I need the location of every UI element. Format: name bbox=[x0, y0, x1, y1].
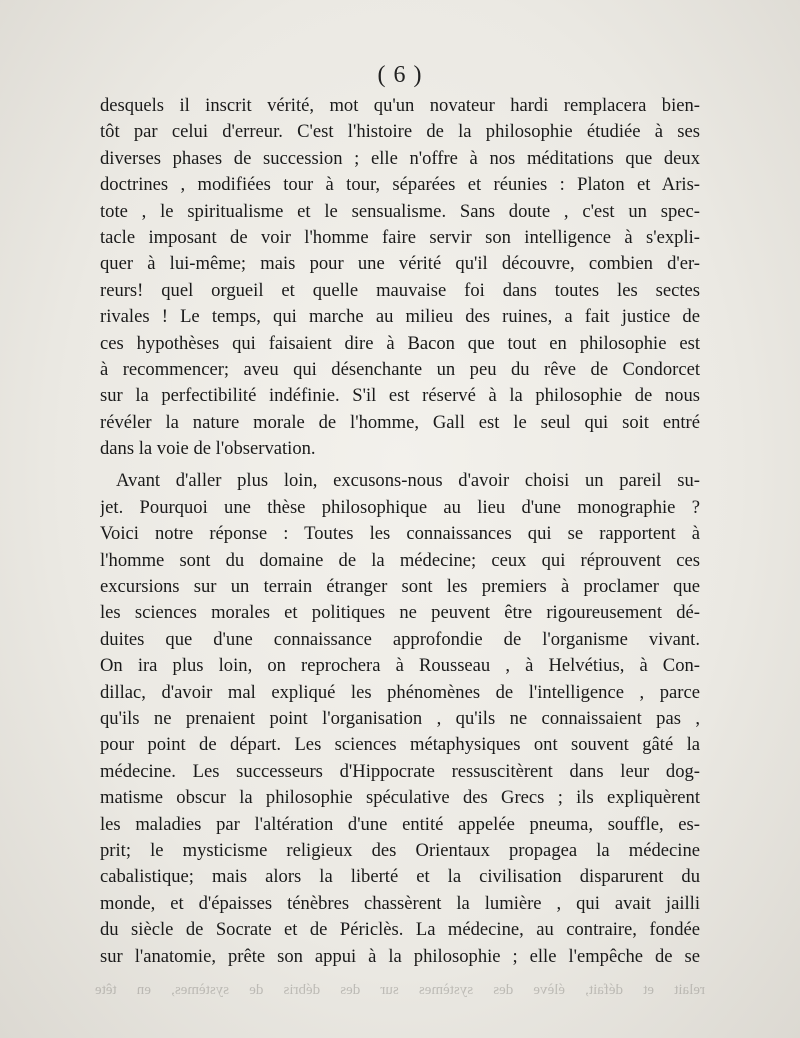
text-line: doctrines , modifiées tour à tour, séparées et réunies : Platon et Aris- bbox=[100, 174, 700, 196]
page-number: ( 6 ) bbox=[377, 62, 423, 88]
text-line: reurs! quel orgueil et quelle mauvaise foi dans toutes les sectes bbox=[100, 279, 700, 301]
text-line: prit; le mysticisme religieux des Orientaux propagea la médecine bbox=[100, 839, 700, 861]
text-line: ces hypothèses qui faisaient dire à Bacon que tout en philosophie est bbox=[100, 332, 700, 354]
text-line: duites que d'une connaissance approfondie de l'organisme vivant. bbox=[100, 628, 700, 650]
text-line: révéler la nature morale de l'homme, Gall est le seul qui soit entré bbox=[100, 411, 700, 433]
text-line: diverses phases de succession ; elle n'offre à nos méditations que deux bbox=[100, 147, 700, 169]
text-line: monde, et d'épaisses ténèbres chassèrent la lumière , qui avait jailli bbox=[100, 892, 700, 914]
text-line: l'homme sont du domaine de la médecine; ceux qui réprouvent ces bbox=[100, 549, 700, 571]
text-line: excursions sur un terrain étranger sont les premiers à proclamer que bbox=[100, 576, 700, 598]
text-line: desquels il inscrit vérité, mot qu'un novateur hardi remplacera bien- bbox=[100, 95, 700, 116]
bleed-through-text: relait et défait, élève des systèmes sur des débris de systèmes, en tête bbox=[95, 982, 705, 998]
text-line: les sciences morales et politiques ne peuvent être rigoureusement dé- bbox=[100, 602, 700, 624]
text-line: matisme obscur la philosophie spéculative des Grecs ; ils expliquèrent bbox=[100, 787, 700, 809]
text-line: tacle imposant de voir l'homme faire servir son intelligence à s'expli- bbox=[100, 226, 700, 248]
text-line: cabalistique; mais alors la liberté et la civilisation disparurent du bbox=[100, 866, 700, 888]
text-line: du siècle de Socrate et de Périclès. La médecine, au contraire, fondée bbox=[100, 919, 700, 941]
text-line: jet. Pourquoi une thèse philosophique au lieu d'une monographie ? bbox=[100, 496, 700, 518]
text-line: On ira plus loin, on reprochera à Rousseau , à Helvétius, à Con- bbox=[100, 655, 700, 677]
text-line: pour point de départ. Les sciences métaphysiques ont souvent gâté la bbox=[100, 734, 700, 756]
text-line: dillac, d'avoir mal expliqué les phénomènes de l'intelligence , parce bbox=[100, 681, 700, 703]
text-line: rivales ! Le temps, qui marche au milieu des ruines, a fait justice de bbox=[100, 306, 700, 328]
text-line: les maladies par l'altération d'une entité appelée pneuma, souffle, es- bbox=[100, 813, 700, 835]
body-text bbox=[100, 93, 700, 970]
paragraph-2 bbox=[100, 468, 700, 969]
text-line: Avant d'aller plus loin, excusons-nous d'avoir choisi un pareil su- bbox=[116, 470, 700, 492]
paragraph-1 bbox=[100, 93, 700, 462]
text-line: médecine. Les successeurs d'Hippocrate ressuscitèrent dans leur dog- bbox=[100, 760, 700, 782]
text-line: Voici notre réponse : Toutes les connaissances qui se rapportent à bbox=[100, 523, 700, 545]
text-line: quer à lui-même; mais pour une vérité qu'il découvre, combien d'er- bbox=[100, 253, 700, 275]
text-line: dans la voie de l'observation. bbox=[100, 438, 316, 460]
text-line: sur la perfectibilité indéfinie. S'il est réservé à la philosophie de nous bbox=[100, 385, 700, 407]
text-line: tote , le spiritualisme et le sensualisme. Sans doute , c'est un spec- bbox=[100, 200, 700, 222]
text-line: qu'ils ne prenaient point l'organisation , qu'ils ne connaissaient pas , bbox=[100, 707, 700, 729]
text-line: tôt par celui d'erreur. C'est l'histoire de la philosophie étudiée à ses bbox=[100, 121, 700, 143]
text-line: sur l'anatomie, prête son appui à la philosophie ; elle l'empêche de se bbox=[100, 945, 700, 967]
text-line: à recommencer; aveu qui désenchante un peu du rêve de Condorcet bbox=[100, 358, 700, 380]
